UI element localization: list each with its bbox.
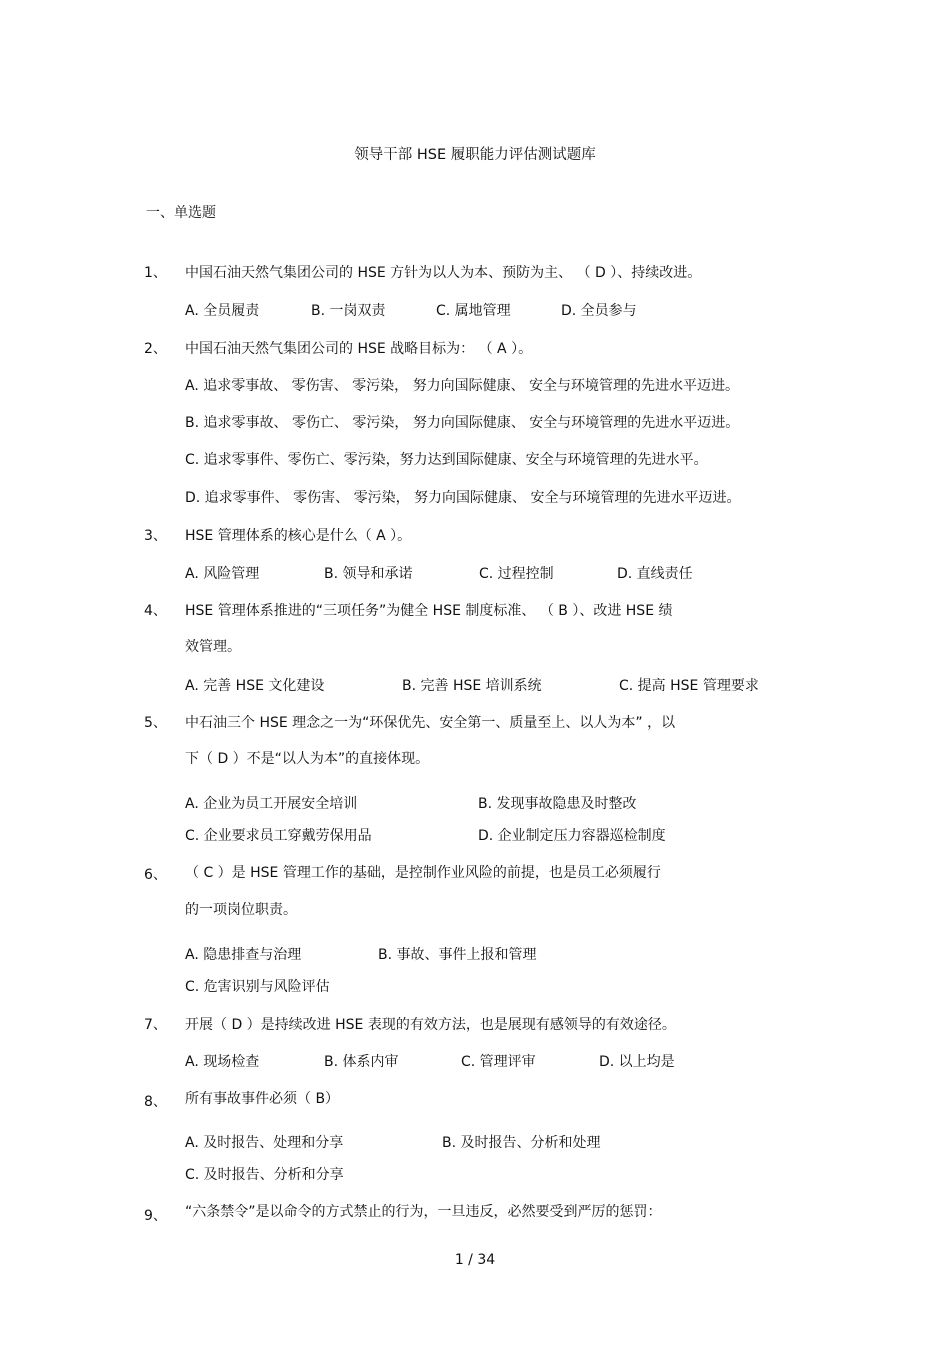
question-7-option-a: A. 现场检查 <box>185 1054 260 1070</box>
question-8-option-a: A. 及时报告、处理和分享 <box>185 1135 344 1151</box>
question-2-option-d: D. 追求零事件、 零伤害、 零污染， 努力向国际健康、 安全与环境管理的先进水平迈进。 <box>185 490 741 506</box>
question-3-option-c: C. 过程控制 <box>479 566 554 582</box>
question-9-text: “六条禁令”是以命令的方式禁止的行为，一旦违反，必然要受到严厉的惩罚： <box>185 1204 662 1220</box>
question-3-option-d: D. 直线责任 <box>617 566 693 582</box>
document-title: 领导干部 HSE 履职能力评估测试题库 <box>354 147 596 163</box>
question-3-text: HSE 管理体系的核心是什么（ A ）。 <box>185 528 412 544</box>
question-7-option-b: B. 体系内审 <box>324 1054 399 1070</box>
question-2-option-b: B. 追求零事故、 零伤亡、 零污染， 努力向国际健康、 安全与环境管理的先进水平迈进。 <box>185 415 740 431</box>
question-2-text: 中国石油天然气集团公司的 HSE 战略目标为： （ A ）。 <box>185 341 533 357</box>
question-6-text-line-2: 的一项岗位职责。 <box>185 902 297 918</box>
question-2-number: 2、 <box>144 341 167 357</box>
question-5-option-a: A. 企业为员工开展安全培训 <box>185 796 358 812</box>
question-6-number: 6、 <box>144 867 167 883</box>
question-8-option-c: C. 及时报告、分析和分享 <box>185 1167 344 1183</box>
question-5-number: 5、 <box>144 715 167 731</box>
question-3-option-b: B. 领导和承诺 <box>324 566 413 582</box>
question-4-option-a: A. 完善 HSE 文化建设 <box>185 678 325 694</box>
question-7-number: 7、 <box>144 1017 167 1033</box>
question-6-option-c: C. 危害识别与风险评估 <box>185 979 330 995</box>
question-7-text: 开展（ D ）是持续改进 HSE 表现的有效方法，也是展现有感领导的有效途径。 <box>185 1017 676 1033</box>
question-5-text-line-2: 下（ D ）不是“以人为本”的直接体现。 <box>185 751 430 767</box>
question-5-option-d: D. 企业制定压力容器巡检制度 <box>478 828 666 844</box>
question-8-option-b: B. 及时报告、分析和处理 <box>442 1135 601 1151</box>
question-1-option-b: B. 一岗双责 <box>311 303 386 319</box>
question-4-option-b: B. 完善 HSE 培训系统 <box>402 678 542 694</box>
question-5-text-line-1: 中石油三个 HSE 理念之一为“环保优先、安全第一、质量至上、以人为本” ，以 <box>185 715 676 731</box>
question-5-option-b: B. 发现事故隐患及时整改 <box>478 796 637 812</box>
question-9-number: 9、 <box>144 1208 167 1224</box>
question-7-option-d: D. 以上均是 <box>599 1054 675 1070</box>
question-6-text-line-1: （ C ）是 HSE 管理工作的基础，是控制作业风险的前提，也是员工必须履行 <box>185 865 661 881</box>
question-8-number: 8、 <box>144 1094 167 1110</box>
question-1-option-a: A. 全员履责 <box>185 303 260 319</box>
question-5-option-c: C. 企业要求员工穿戴劳保用品 <box>185 828 372 844</box>
question-1-option-c: C. 属地管理 <box>436 303 511 319</box>
question-1-option-d: D. 全员参与 <box>561 303 637 319</box>
question-4-text-line-1: HSE 管理体系推进的“三项任务”为健全 HSE 制度标准、 （ B ）、改进 HSE 绩 <box>185 603 673 619</box>
question-6-option-a: A. 隐患排查与治理 <box>185 947 302 963</box>
question-3-number: 3、 <box>144 528 167 544</box>
page-number: 1 / 34 <box>454 1252 496 1268</box>
question-7-option-c: C. 管理评审 <box>461 1054 536 1070</box>
question-8-text: 所有事故事件必须（ B） <box>185 1091 340 1107</box>
question-1-number: 1、 <box>144 265 167 281</box>
question-4-number: 4、 <box>144 603 167 619</box>
question-2-option-a: A. 追求零事故、 零伤害、 零污染， 努力向国际健康、 安全与环境管理的先进水平迈进。 <box>185 378 740 394</box>
question-6-option-b: B. 事故、事件上报和管理 <box>378 947 537 963</box>
question-4-text-line-2: 效管理。 <box>185 639 241 655</box>
section-heading: 一、单选题 <box>146 205 216 221</box>
question-1-text: 中国石油天然气集团公司的 HSE 方针为以人为本、预防为主、 （ D ）、持续改进。 <box>185 265 702 281</box>
question-2-option-c: C. 追求零事件、零伤亡、零污染，努力达到国际健康、安全与环境管理的先进水平。 <box>185 452 708 468</box>
question-4-option-c: C. 提高 HSE 管理要求 <box>619 678 759 694</box>
question-3-option-a: A. 风险管理 <box>185 566 260 582</box>
